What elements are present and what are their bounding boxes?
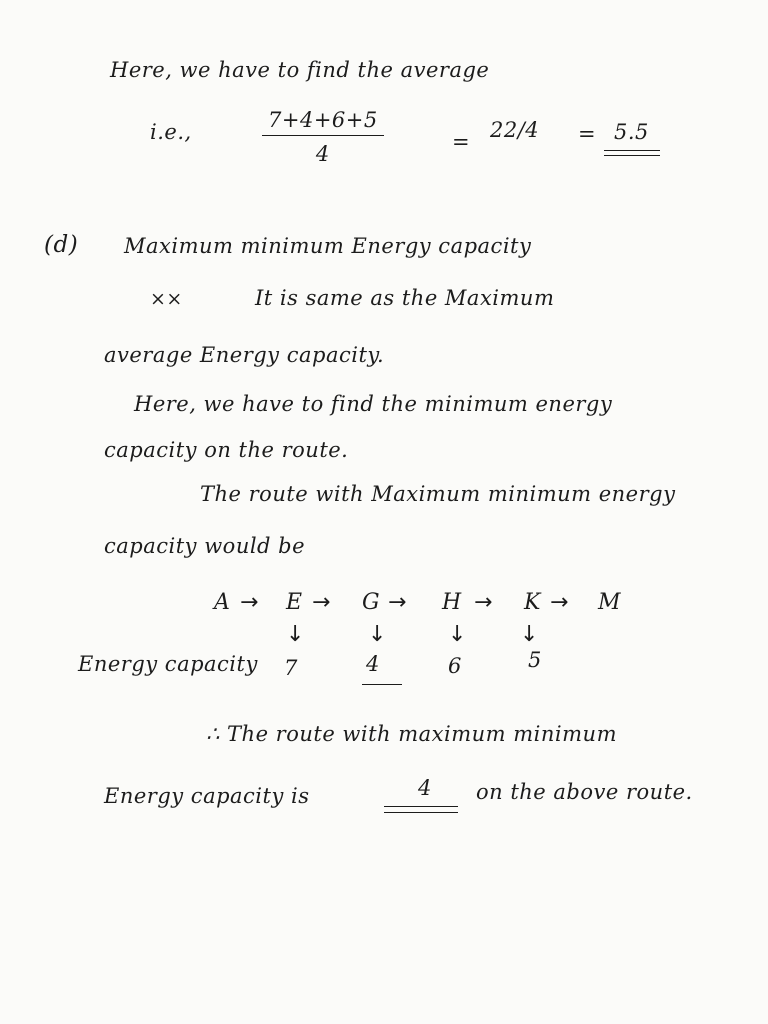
capacity-value: 5 (528, 648, 542, 672)
energy-capacity-label: Energy capacity (78, 652, 258, 676)
arrow-icon: → (312, 590, 331, 615)
route-node-h: H (442, 590, 462, 615)
down-arrow-icon: ↓ (286, 622, 305, 647)
route-with-line: The route with Maximum minimum energy (200, 482, 676, 506)
capacity-value: 7 (284, 656, 298, 680)
scribble-mark: ⨯⨯ (150, 288, 183, 310)
mid-fraction: 22/4 (490, 118, 540, 142)
route-node-a: A (214, 590, 230, 615)
same-as-line: It is same as the Maximum (255, 286, 555, 310)
conclusion-line-2b: on the above route. (476, 780, 693, 804)
min-capacity-underline (362, 684, 402, 685)
arrow-icon: → (474, 590, 493, 615)
conclusion-line-2a: Energy capacity is (104, 784, 310, 808)
down-arrow-icon: ↓ (448, 622, 467, 647)
capacity-route-line: capacity on the route. (104, 438, 349, 462)
ie-label: i.e., (150, 120, 192, 144)
result-underline (604, 150, 660, 151)
route-node-g: G (362, 590, 380, 615)
down-arrow-icon: ↓ (368, 622, 387, 647)
equals-sign: = (452, 130, 471, 154)
conclusion-line-1: ∴ The route with maximum minimum (206, 722, 617, 746)
conclusion-underline (384, 806, 458, 807)
capacity-value: 6 (448, 654, 462, 678)
fraction-numerator: 7+4+6+5 (262, 108, 384, 136)
route-node-m: M (598, 590, 621, 615)
fraction-denominator: 4 (315, 142, 330, 166)
equals-sign-2: = (578, 122, 597, 146)
here-line: Here, we have to find the minimum energy (134, 392, 613, 416)
section-d-label: (d) (44, 232, 79, 258)
arrow-icon: → (388, 590, 407, 615)
average-result: 5.5 (614, 120, 649, 144)
result-underline-2 (604, 155, 660, 156)
average-capacity-line: average Energy capacity. (104, 343, 385, 367)
conclusion-value: 4 (418, 776, 432, 800)
route-node-k: K (524, 590, 541, 615)
route-node-e: E (286, 590, 303, 615)
intro-line: Here, we have to find the average (110, 58, 490, 82)
arrow-icon: → (550, 590, 569, 615)
arrow-icon: → (240, 590, 259, 615)
section-d-title: Maximum minimum Energy capacity (124, 234, 532, 258)
conclusion-underline-2 (384, 812, 458, 813)
would-be-line: capacity would be (104, 534, 306, 558)
down-arrow-icon: ↓ (520, 622, 539, 647)
capacity-value: 4 (366, 652, 380, 676)
average-fraction (262, 108, 384, 166)
